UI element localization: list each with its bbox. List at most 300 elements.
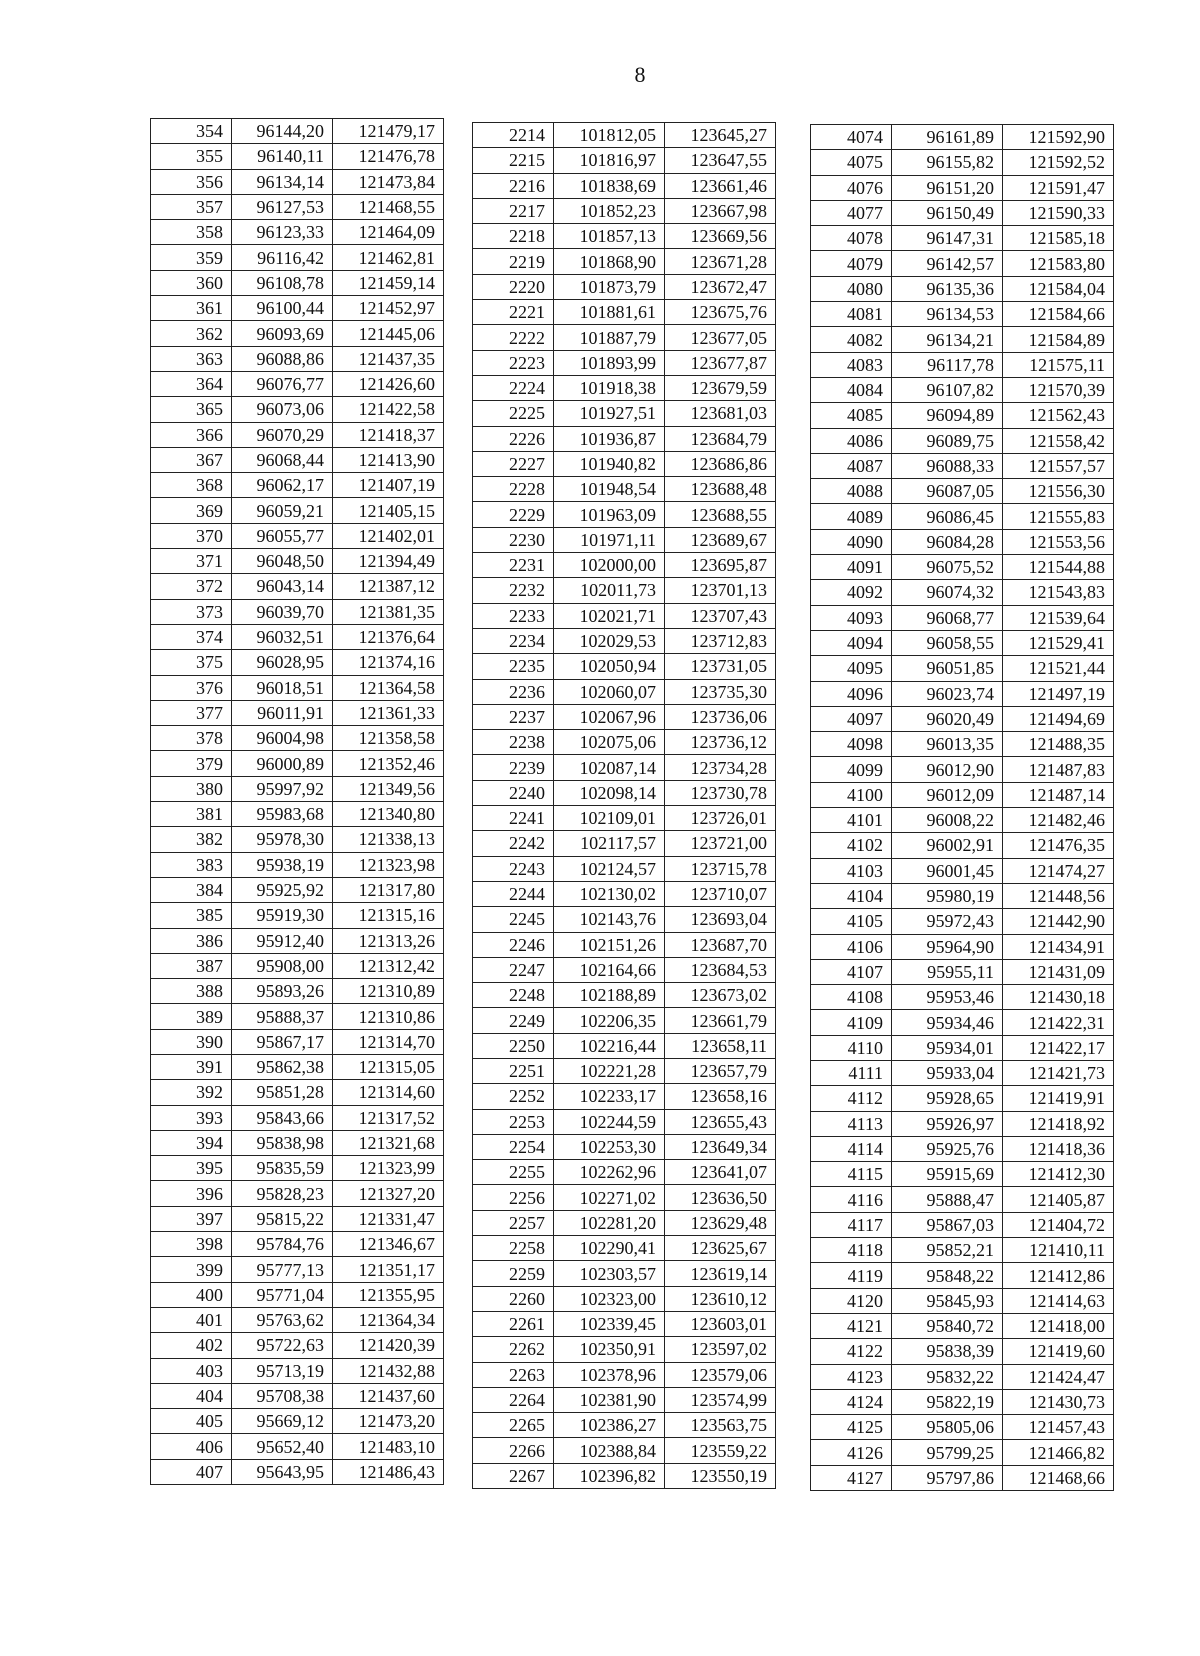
x-coordinate-cell: 95893,26 <box>232 979 333 1004</box>
point-number-cell: 2238 <box>473 730 554 755</box>
table-row <box>151 1105 444 1130</box>
y-coordinate-cell: 121437,60 <box>333 1383 444 1408</box>
y-coordinate-cell: 121310,89 <box>333 979 444 1004</box>
y-coordinate-cell: 121544,88 <box>1003 555 1114 580</box>
table-row <box>473 1033 776 1058</box>
coordinates-table-1 <box>150 118 444 1485</box>
point-number-cell: 4101 <box>811 808 892 833</box>
table-row <box>473 603 776 628</box>
table-row <box>151 650 444 675</box>
y-coordinate-cell: 123731,05 <box>665 654 776 679</box>
x-coordinate-cell: 102206,35 <box>554 1008 665 1033</box>
table-row <box>811 377 1114 402</box>
table-row <box>473 704 776 729</box>
table-row <box>473 1311 776 1336</box>
table-row <box>473 401 776 426</box>
point-number-cell: 378 <box>151 726 232 751</box>
table-row <box>811 681 1114 706</box>
x-coordinate-cell: 102233,17 <box>554 1084 665 1109</box>
table-row <box>473 375 776 400</box>
table-row <box>473 1463 776 1488</box>
x-coordinate-cell: 96028,95 <box>232 650 333 675</box>
point-number-cell: 2243 <box>473 856 554 881</box>
point-number-cell: 4098 <box>811 732 892 757</box>
x-coordinate-cell: 102029,53 <box>554 628 665 653</box>
x-coordinate-cell: 102386,27 <box>554 1413 665 1438</box>
y-coordinate-cell: 121346,67 <box>333 1232 444 1257</box>
table-row <box>811 732 1114 757</box>
x-coordinate-cell: 95835,59 <box>232 1156 333 1181</box>
y-coordinate-cell: 121494,69 <box>1003 706 1114 731</box>
point-number-cell: 4109 <box>811 1010 892 1035</box>
point-number-cell: 4116 <box>811 1187 892 1212</box>
table-row <box>473 1185 776 1210</box>
point-number-cell: 4102 <box>811 833 892 858</box>
x-coordinate-cell: 96074,32 <box>892 580 1003 605</box>
table-row <box>151 270 444 295</box>
x-coordinate-cell: 102124,57 <box>554 856 665 881</box>
point-number-cell: 399 <box>151 1257 232 1282</box>
table-row <box>473 679 776 704</box>
x-coordinate-cell: 101918,38 <box>554 375 665 400</box>
y-coordinate-cell: 121483,10 <box>333 1434 444 1459</box>
y-coordinate-cell: 121424,47 <box>1003 1364 1114 1389</box>
point-number-cell: 4076 <box>811 175 892 200</box>
x-coordinate-cell: 95983,68 <box>232 802 333 827</box>
x-coordinate-cell: 95763,62 <box>232 1307 333 1332</box>
table-row <box>473 527 776 552</box>
y-coordinate-cell: 123649,34 <box>665 1134 776 1159</box>
table-row <box>473 957 776 982</box>
point-number-cell: 404 <box>151 1383 232 1408</box>
x-coordinate-cell: 95908,00 <box>232 953 333 978</box>
table-row <box>811 934 1114 959</box>
x-coordinate-cell: 95797,86 <box>892 1465 1003 1490</box>
y-coordinate-cell: 123610,12 <box>665 1286 776 1311</box>
x-coordinate-cell: 101940,82 <box>554 451 665 476</box>
point-number-cell: 4108 <box>811 985 892 1010</box>
x-coordinate-cell: 96094,89 <box>892 403 1003 428</box>
table-row <box>151 1080 444 1105</box>
table-row <box>151 1434 444 1459</box>
point-number-cell: 381 <box>151 802 232 827</box>
x-coordinate-cell: 95713,19 <box>232 1358 333 1383</box>
y-coordinate-cell: 121584,89 <box>1003 327 1114 352</box>
point-number-cell: 357 <box>151 194 232 219</box>
y-coordinate-cell: 121575,11 <box>1003 352 1114 377</box>
point-number-cell: 2230 <box>473 527 554 552</box>
x-coordinate-cell: 96068,44 <box>232 447 333 472</box>
point-number-cell: 4093 <box>811 605 892 630</box>
y-coordinate-cell: 121412,86 <box>1003 1263 1114 1288</box>
point-number-cell: 2229 <box>473 502 554 527</box>
point-number-cell: 367 <box>151 447 232 472</box>
table-row <box>811 150 1114 175</box>
point-number-cell: 2218 <box>473 224 554 249</box>
y-coordinate-cell: 121412,30 <box>1003 1162 1114 1187</box>
x-coordinate-cell: 95912,40 <box>232 928 333 953</box>
x-coordinate-cell: 96013,35 <box>892 732 1003 757</box>
y-coordinate-cell: 123655,43 <box>665 1109 776 1134</box>
y-coordinate-cell: 121374,16 <box>333 650 444 675</box>
y-coordinate-cell: 121445,06 <box>333 321 444 346</box>
x-coordinate-cell: 102388,84 <box>554 1438 665 1463</box>
y-coordinate-cell: 123579,06 <box>665 1362 776 1387</box>
table-row <box>151 574 444 599</box>
point-number-cell: 365 <box>151 397 232 422</box>
table-row <box>151 371 444 396</box>
table-row <box>811 1010 1114 1035</box>
y-coordinate-cell: 121479,17 <box>333 119 444 144</box>
x-coordinate-cell: 102378,96 <box>554 1362 665 1387</box>
y-coordinate-cell: 123658,16 <box>665 1084 776 1109</box>
table-row <box>151 1181 444 1206</box>
point-number-cell: 4119 <box>811 1263 892 1288</box>
y-coordinate-cell: 121349,56 <box>333 776 444 801</box>
y-coordinate-cell: 121487,14 <box>1003 782 1114 807</box>
y-coordinate-cell: 123736,06 <box>665 704 776 729</box>
point-number-cell: 4091 <box>811 555 892 580</box>
point-number-cell: 4087 <box>811 453 892 478</box>
point-number-cell: 2249 <box>473 1008 554 1033</box>
x-coordinate-cell: 96088,86 <box>232 346 333 371</box>
point-number-cell: 2242 <box>473 831 554 856</box>
y-coordinate-cell: 121452,97 <box>333 296 444 321</box>
table-row <box>811 200 1114 225</box>
y-coordinate-cell: 121553,56 <box>1003 529 1114 554</box>
table-row <box>473 1058 776 1083</box>
x-coordinate-cell: 95777,13 <box>232 1257 333 1282</box>
x-coordinate-cell: 95934,01 <box>892 1035 1003 1060</box>
y-coordinate-cell: 123641,07 <box>665 1160 776 1185</box>
table-row <box>811 352 1114 377</box>
x-coordinate-cell: 102000,00 <box>554 553 665 578</box>
y-coordinate-cell: 123574,99 <box>665 1387 776 1412</box>
y-coordinate-cell: 121464,09 <box>333 220 444 245</box>
table-row <box>811 1389 1114 1414</box>
point-number-cell: 394 <box>151 1130 232 1155</box>
point-number-cell: 374 <box>151 624 232 649</box>
table-row <box>811 1465 1114 1490</box>
table-row <box>151 296 444 321</box>
point-number-cell: 376 <box>151 675 232 700</box>
point-number-cell: 2259 <box>473 1261 554 1286</box>
y-coordinate-cell: 121402,01 <box>333 523 444 548</box>
point-number-cell: 355 <box>151 144 232 169</box>
y-coordinate-cell: 123563,75 <box>665 1413 776 1438</box>
x-coordinate-cell: 96002,91 <box>892 833 1003 858</box>
x-coordinate-cell: 96123,33 <box>232 220 333 245</box>
x-coordinate-cell: 96150,49 <box>892 200 1003 225</box>
table-row <box>473 1160 776 1185</box>
x-coordinate-cell: 96023,74 <box>892 681 1003 706</box>
y-coordinate-cell: 123675,76 <box>665 300 776 325</box>
x-coordinate-cell: 95867,17 <box>232 1029 333 1054</box>
point-number-cell: 4074 <box>811 125 892 150</box>
y-coordinate-cell: 121486,43 <box>333 1459 444 1484</box>
table-row <box>151 979 444 1004</box>
table-row <box>811 175 1114 200</box>
table-row <box>473 856 776 881</box>
table-row <box>151 675 444 700</box>
x-coordinate-cell: 102396,82 <box>554 1463 665 1488</box>
point-number-cell: 373 <box>151 599 232 624</box>
table-row <box>151 1257 444 1282</box>
table-row <box>473 249 776 274</box>
y-coordinate-cell: 121364,34 <box>333 1307 444 1332</box>
x-coordinate-cell: 102303,57 <box>554 1261 665 1286</box>
x-coordinate-cell: 95938,19 <box>232 852 333 877</box>
table-row <box>473 881 776 906</box>
x-coordinate-cell: 102253,30 <box>554 1134 665 1159</box>
point-number-cell: 4126 <box>811 1440 892 1465</box>
y-coordinate-cell: 123661,79 <box>665 1008 776 1033</box>
point-number-cell: 379 <box>151 751 232 776</box>
table-row <box>811 403 1114 428</box>
table-row <box>811 226 1114 251</box>
point-number-cell: 398 <box>151 1232 232 1257</box>
x-coordinate-cell: 95862,38 <box>232 1054 333 1079</box>
point-number-cell: 380 <box>151 776 232 801</box>
x-coordinate-cell: 101873,79 <box>554 274 665 299</box>
point-number-cell: 2223 <box>473 350 554 375</box>
x-coordinate-cell: 96070,29 <box>232 422 333 447</box>
table-row <box>473 730 776 755</box>
x-coordinate-cell: 95852,21 <box>892 1238 1003 1263</box>
point-number-cell: 4105 <box>811 909 892 934</box>
table-row <box>811 883 1114 908</box>
table-row <box>473 1286 776 1311</box>
point-number-cell: 2231 <box>473 553 554 578</box>
table-row <box>151 1459 444 1484</box>
point-number-cell: 2254 <box>473 1134 554 1159</box>
x-coordinate-cell: 101936,87 <box>554 426 665 451</box>
x-coordinate-cell: 102323,00 <box>554 1286 665 1311</box>
table-row <box>473 502 776 527</box>
y-coordinate-cell: 121497,19 <box>1003 681 1114 706</box>
table-row <box>473 198 776 223</box>
y-coordinate-cell: 123629,48 <box>665 1210 776 1235</box>
y-coordinate-cell: 123619,14 <box>665 1261 776 1286</box>
x-coordinate-cell: 95997,92 <box>232 776 333 801</box>
x-coordinate-cell: 102060,07 <box>554 679 665 704</box>
y-coordinate-cell: 121315,05 <box>333 1054 444 1079</box>
x-coordinate-cell: 95928,65 <box>892 1086 1003 1111</box>
x-coordinate-cell: 95822,19 <box>892 1389 1003 1414</box>
y-coordinate-cell: 121340,80 <box>333 802 444 827</box>
x-coordinate-cell: 95669,12 <box>232 1409 333 1434</box>
y-coordinate-cell: 123661,46 <box>665 173 776 198</box>
table-row <box>151 346 444 371</box>
x-coordinate-cell: 95832,22 <box>892 1364 1003 1389</box>
point-number-cell: 2266 <box>473 1438 554 1463</box>
y-coordinate-cell: 121317,80 <box>333 877 444 902</box>
x-coordinate-cell: 96155,82 <box>892 150 1003 175</box>
point-number-cell: 4107 <box>811 959 892 984</box>
point-number-cell: 4114 <box>811 1136 892 1161</box>
table-row <box>811 1162 1114 1187</box>
x-coordinate-cell: 102244,59 <box>554 1109 665 1134</box>
point-number-cell: 371 <box>151 549 232 574</box>
point-number-cell: 4092 <box>811 580 892 605</box>
y-coordinate-cell: 123636,50 <box>665 1185 776 1210</box>
y-coordinate-cell: 123701,13 <box>665 578 776 603</box>
y-coordinate-cell: 121410,11 <box>1003 1238 1114 1263</box>
table-row <box>151 1307 444 1332</box>
x-coordinate-cell: 95845,93 <box>892 1288 1003 1313</box>
y-coordinate-cell: 121462,81 <box>333 245 444 270</box>
x-coordinate-cell: 95972,43 <box>892 909 1003 934</box>
point-number-cell: 387 <box>151 953 232 978</box>
y-coordinate-cell: 121555,83 <box>1003 504 1114 529</box>
y-coordinate-cell: 121590,33 <box>1003 200 1114 225</box>
point-number-cell: 4080 <box>811 276 892 301</box>
point-number-cell: 4090 <box>811 529 892 554</box>
point-number-cell: 390 <box>151 1029 232 1054</box>
x-coordinate-cell: 102164,66 <box>554 957 665 982</box>
table-row <box>811 529 1114 554</box>
point-number-cell: 368 <box>151 473 232 498</box>
table-row <box>151 802 444 827</box>
point-number-cell: 2222 <box>473 325 554 350</box>
x-coordinate-cell: 95888,37 <box>232 1004 333 1029</box>
x-coordinate-cell: 102011,73 <box>554 578 665 603</box>
table-row <box>473 1210 776 1235</box>
table-row <box>151 473 444 498</box>
point-number-cell: 407 <box>151 1459 232 1484</box>
x-coordinate-cell: 96062,17 <box>232 473 333 498</box>
y-coordinate-cell: 121315,16 <box>333 903 444 928</box>
y-coordinate-cell: 121448,56 <box>1003 883 1114 908</box>
y-coordinate-cell: 123658,11 <box>665 1033 776 1058</box>
table-row <box>151 700 444 725</box>
table-row <box>473 1387 776 1412</box>
y-coordinate-cell: 121557,57 <box>1003 453 1114 478</box>
point-number-cell: 372 <box>151 574 232 599</box>
x-coordinate-cell: 96144,20 <box>232 119 333 144</box>
x-coordinate-cell: 95978,30 <box>232 827 333 852</box>
y-coordinate-cell: 123721,00 <box>665 831 776 856</box>
y-coordinate-cell: 121482,46 <box>1003 808 1114 833</box>
table-row <box>811 327 1114 352</box>
y-coordinate-cell: 123686,86 <box>665 451 776 476</box>
y-coordinate-cell: 121355,95 <box>333 1282 444 1307</box>
point-number-cell: 4081 <box>811 302 892 327</box>
x-coordinate-cell: 96048,50 <box>232 549 333 574</box>
point-number-cell: 2234 <box>473 628 554 653</box>
table-row <box>151 928 444 953</box>
table-row <box>473 654 776 679</box>
x-coordinate-cell: 102381,90 <box>554 1387 665 1412</box>
point-number-cell: 2235 <box>473 654 554 679</box>
y-coordinate-cell: 121539,64 <box>1003 605 1114 630</box>
point-number-cell: 395 <box>151 1156 232 1181</box>
x-coordinate-cell: 102290,41 <box>554 1236 665 1261</box>
table-row <box>811 504 1114 529</box>
point-number-cell: 4106 <box>811 934 892 959</box>
x-coordinate-cell: 95708,38 <box>232 1383 333 1408</box>
point-number-cell: 4125 <box>811 1415 892 1440</box>
point-number-cell: 2219 <box>473 249 554 274</box>
y-coordinate-cell: 121310,86 <box>333 1004 444 1029</box>
table-row <box>151 1383 444 1408</box>
table-row <box>811 1212 1114 1237</box>
y-coordinate-cell: 121314,60 <box>333 1080 444 1105</box>
point-number-cell: 369 <box>151 498 232 523</box>
point-number-cell: 361 <box>151 296 232 321</box>
point-number-cell: 2265 <box>473 1413 554 1438</box>
y-coordinate-cell: 123707,43 <box>665 603 776 628</box>
y-coordinate-cell: 121474,27 <box>1003 858 1114 883</box>
y-coordinate-cell: 121426,60 <box>333 371 444 396</box>
x-coordinate-cell: 95925,76 <box>892 1136 1003 1161</box>
table-row <box>473 451 776 476</box>
point-number-cell: 2225 <box>473 401 554 426</box>
y-coordinate-cell: 121313,26 <box>333 928 444 953</box>
y-coordinate-cell: 121418,92 <box>1003 1111 1114 1136</box>
y-coordinate-cell: 123679,59 <box>665 375 776 400</box>
table-row <box>811 833 1114 858</box>
y-coordinate-cell: 121466,82 <box>1003 1440 1114 1465</box>
y-coordinate-cell: 121476,35 <box>1003 833 1114 858</box>
x-coordinate-cell: 101893,99 <box>554 350 665 375</box>
table-row <box>473 426 776 451</box>
x-coordinate-cell: 96018,51 <box>232 675 333 700</box>
x-coordinate-cell: 102143,76 <box>554 907 665 932</box>
point-number-cell: 2257 <box>473 1210 554 1235</box>
table-row <box>151 751 444 776</box>
point-number-cell: 363 <box>151 346 232 371</box>
point-number-cell: 4085 <box>811 403 892 428</box>
x-coordinate-cell: 102271,02 <box>554 1185 665 1210</box>
x-coordinate-cell: 95838,39 <box>892 1339 1003 1364</box>
y-coordinate-cell: 123673,02 <box>665 983 776 1008</box>
point-number-cell: 364 <box>151 371 232 396</box>
x-coordinate-cell: 96134,21 <box>892 327 1003 352</box>
x-coordinate-cell: 102021,71 <box>554 603 665 628</box>
x-coordinate-cell: 101857,13 <box>554 224 665 249</box>
y-coordinate-cell: 121476,78 <box>333 144 444 169</box>
x-coordinate-cell: 95867,03 <box>892 1212 1003 1237</box>
x-coordinate-cell: 96068,77 <box>892 605 1003 630</box>
x-coordinate-cell: 102188,89 <box>554 983 665 1008</box>
point-number-cell: 4097 <box>811 706 892 731</box>
table-row <box>811 479 1114 504</box>
y-coordinate-cell: 121323,99 <box>333 1156 444 1181</box>
x-coordinate-cell: 101963,09 <box>554 502 665 527</box>
point-number-cell: 4111 <box>811 1060 892 1085</box>
point-number-cell: 2256 <box>473 1185 554 1210</box>
y-coordinate-cell: 123677,87 <box>665 350 776 375</box>
point-number-cell: 2252 <box>473 1084 554 1109</box>
table-row <box>473 1008 776 1033</box>
y-coordinate-cell: 121405,87 <box>1003 1187 1114 1212</box>
table-row <box>811 858 1114 883</box>
table-row <box>473 477 776 502</box>
y-coordinate-cell: 123645,27 <box>665 123 776 148</box>
x-coordinate-cell: 96020,49 <box>892 706 1003 731</box>
point-number-cell: 400 <box>151 1282 232 1307</box>
y-coordinate-cell: 121442,90 <box>1003 909 1114 934</box>
point-number-cell: 370 <box>151 523 232 548</box>
x-coordinate-cell: 101838,69 <box>554 173 665 198</box>
x-coordinate-cell: 96134,14 <box>232 169 333 194</box>
x-coordinate-cell: 102151,26 <box>554 932 665 957</box>
table-row <box>811 1263 1114 1288</box>
point-number-cell: 359 <box>151 245 232 270</box>
table-row <box>811 1136 1114 1161</box>
table-row <box>473 755 776 780</box>
